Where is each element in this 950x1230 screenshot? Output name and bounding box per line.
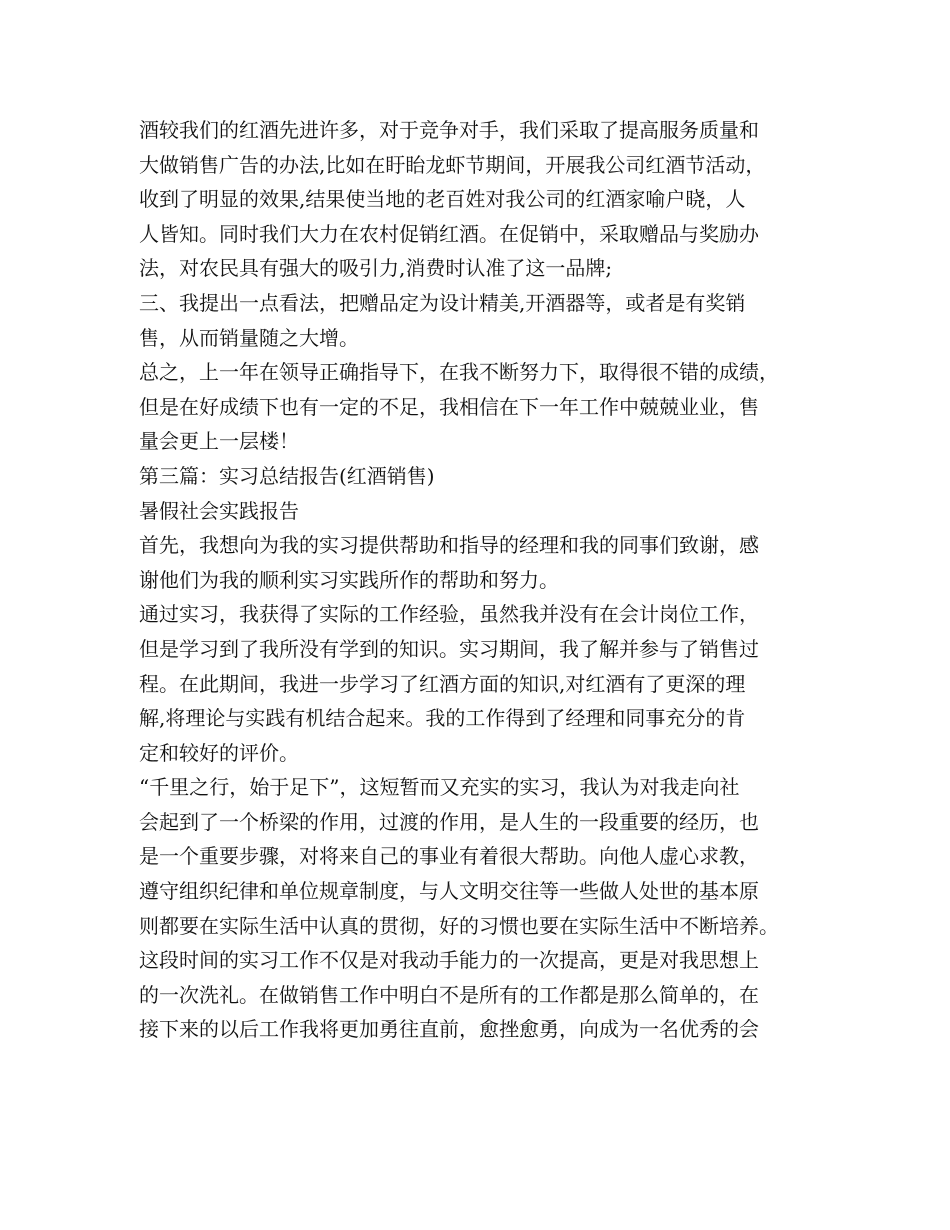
text-line: 但是学习到了我所没有学到的知识。实习期间，我了解并参与了销售过 bbox=[139, 636, 759, 661]
text-line: 收到了明显的效果,结果使当地的老百姓对我公司的红酒家喻户晓，人 bbox=[139, 187, 746, 212]
text-line: 大做销售广告的办法,比如在盱眙龙虾节期间，开展我公司红酒节活动， bbox=[139, 152, 766, 177]
text-line: 是一个重要步骤，对将来自己的事业有着很大帮助。向他人虚心求教， bbox=[139, 844, 759, 869]
text-line: 接下来的以后工作我将更加勇往直前，愈挫愈勇，向成为一名优秀的会 bbox=[139, 1017, 759, 1042]
text-line: 总之，上一年在领导正确指导下，在我不断努力下，取得很不错的成绩， bbox=[139, 360, 779, 385]
text-line: 遵守组织纪律和单位规章制度，与人文明交往等一些做人处世的基本原 bbox=[139, 879, 759, 904]
text-line: 量会更上一层楼！ bbox=[139, 429, 299, 454]
text-line: 定和较好的评价。 bbox=[139, 740, 299, 765]
section-heading: 第三篇：实习总结报告(红酒销售) bbox=[139, 463, 435, 488]
report-title: 暑假社会实践报告 bbox=[139, 498, 299, 523]
text-line: 则都要在实际生活中认真的贯彻，好的习惯也要在实际生活中不断培养。 bbox=[139, 913, 779, 938]
text-line: 解,将理论与实践有机结合起来。我的工作得到了经理和同事充分的肯 bbox=[139, 706, 746, 731]
text-line: 三、我提出一点看法，把赠品定为设计精美,开酒器等，或者是有奖销 bbox=[139, 290, 746, 315]
text-line: 人皆知。同时我们大力在农村促销红酒。在促销中，采取赠品与奖励办 bbox=[139, 221, 759, 246]
text-line: 这段时间的实习工作不仅是对我动手能力的一次提高，更是对我思想上 bbox=[139, 948, 759, 973]
text-line: 售，从而销量随之大增。 bbox=[139, 325, 359, 350]
text-line: 通过实习，我获得了实际的工作经验，虽然我并没有在会计岗位工作， bbox=[139, 602, 759, 627]
text-line: “千里之行，始于足下”，这短暂而又充实的实习，我认为对我走向社 bbox=[139, 775, 740, 800]
text-line: 会起到了一个桥梁的作用，过渡的作用，是人生的一段重要的经历，也 bbox=[139, 809, 759, 834]
text-line: 的一次洗礼。在做销售工作中明白不是所有的工作都是那么简单的，在 bbox=[139, 982, 759, 1007]
text-line: 程。在此期间，我进一步学习了红酒方面的知识,对红酒有了更深的理 bbox=[139, 671, 746, 696]
text-line: 首先，我想向为我的实习提供帮助和指导的经理和我的同事们致谢，感 bbox=[139, 533, 759, 558]
text-line: 法，对农民具有强大的吸引力,消费时认准了这一品牌; bbox=[139, 256, 613, 281]
document-body bbox=[139, 113, 819, 1047]
text-line: 谢他们为我的顺利实习实践所作的帮助和努力。 bbox=[139, 567, 559, 592]
text-line: 但是在好成绩下也有一定的不足，我相信在下一年工作中兢兢业业，售 bbox=[139, 394, 759, 419]
text-line: 酒较我们的红酒先进许多，对于竞争对手，我们采取了提高服务质量和 bbox=[139, 118, 759, 142]
